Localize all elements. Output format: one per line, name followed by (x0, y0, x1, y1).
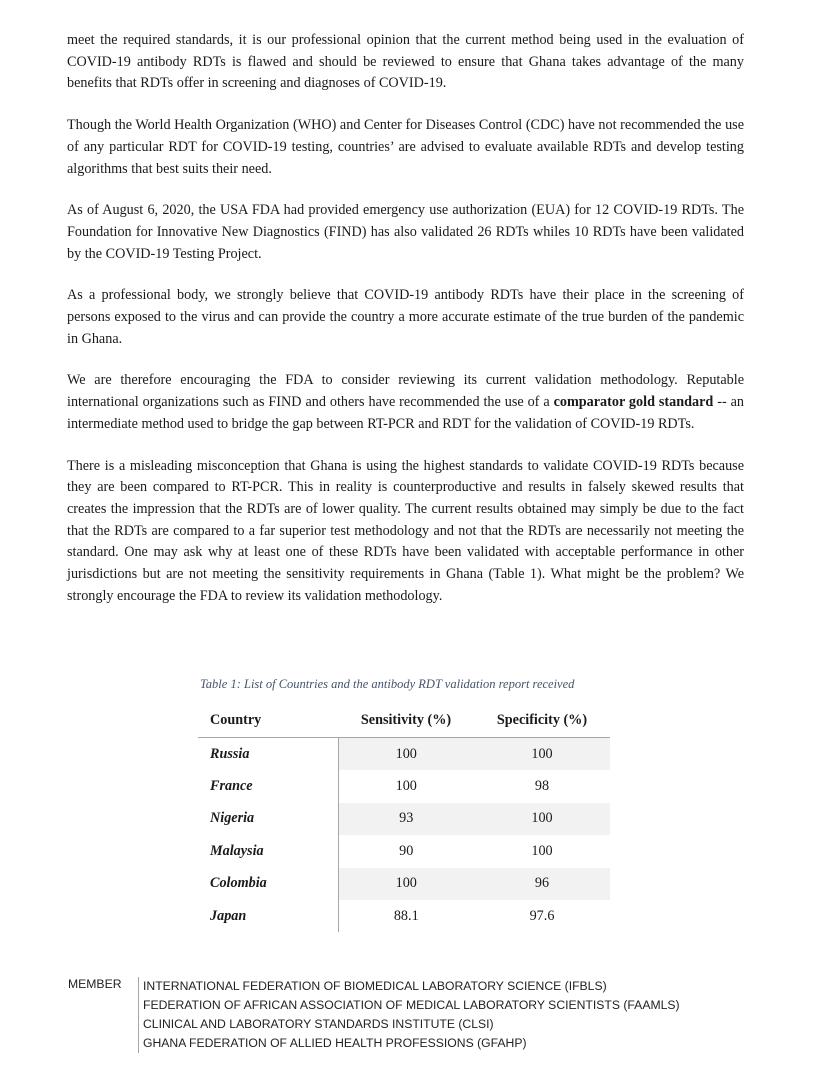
table-row (198, 868, 610, 900)
specificity-cell: 100 (474, 803, 610, 835)
sensitivity-cell: 100 (395, 778, 417, 795)
table-header-row (198, 703, 610, 738)
header-sensitivity: Sensitivity (%) (338, 703, 474, 738)
paragraph-professional-body: As a professional body, we strongly believe that COVID-19 antibody RDTs have their place in the screening of persons exposed to the virus and can provide the country a more accurate estimate of the true burden of the pandemic in Ghana. (67, 287, 744, 347)
table-row (198, 900, 610, 932)
country-cell: Colombia (198, 868, 338, 900)
member-organization: FEDERATION OF AFRICAN ASSOCIATION OF MEDICAL LABORATORY SCIENTISTS (FAAMLS) (143, 998, 680, 1012)
member-organization: GHANA FEDERATION OF ALLIED HEALTH PROFESSIONS (GFAHP) (143, 1036, 527, 1050)
comparator-gold-standard-term: comparator gold standard (553, 394, 714, 411)
sensitivity-cell: 90 (399, 842, 414, 859)
member-organizations-list (138, 977, 680, 1053)
member-organization: CLINICAL AND LABORATORY STANDARDS INSTITUTE (CLSI) (143, 1017, 494, 1031)
table-row (198, 835, 610, 867)
country-cell: Malaysia (198, 835, 338, 867)
paragraph-comparator-standard (67, 370, 744, 435)
table-row (198, 770, 610, 802)
member-label: MEMBER (68, 977, 122, 991)
paragraph-who-cdc: Though the World Health Organization (WHO) and Center for Diseases Control (CDC) have not recommended the use of any particular RDT for COVID-19 testing, countries’ are advised to evaluate available RDTs and develop testing algorithms that best suits their need. (67, 117, 744, 177)
letter-body (67, 30, 744, 627)
paragraph-fda-eua: As of August 6, 2020, the USA FDA had provided emergency use authorization (EUA) for 12 COVID-19 RDTs. The Foundation for Innovative New Diagnostics (FIND) has also validated 26 RDTs whiles 10 RDTs have been validated by the COVID-19 Testing Project. (67, 202, 744, 262)
sensitivity-cell: 100 (338, 738, 474, 771)
header-specificity: Specificity (%) (474, 703, 610, 738)
sensitivity-cell: 93 (338, 803, 474, 835)
paragraph-text: -- an intermediate method used to bridge the gap between RT-PCR and RDT for the validation of COVID-19 RDTs. (67, 394, 744, 432)
country-cell: Japan (198, 900, 338, 932)
specificity-cell: 100 (474, 738, 610, 771)
country-cell: Nigeria (198, 803, 338, 835)
paragraph-text: We are therefore encouraging the FDA to consider reviewing its current validation methodology. Reputable international organizations such as FIND and others have recommended the use of a (67, 372, 744, 411)
specificity-cell: 97.6 (529, 907, 555, 924)
country-cell: France (198, 770, 338, 802)
table-row (198, 738, 610, 771)
country-cell: Russia (198, 738, 338, 771)
sensitivity-cell: 88.1 (393, 907, 419, 924)
member-organization: INTERNATIONAL FEDERATION OF BIOMEDICAL LABORATORY SCIENCE (IFBLS) (143, 979, 607, 993)
rdt-validation-table (198, 703, 610, 932)
specificity-cell: 98 (534, 778, 550, 795)
table-caption: Table 1: List of Countries and the antibody RDT validation report received (200, 677, 575, 691)
sensitivity-cell: 100 (338, 868, 474, 900)
table-row (198, 803, 610, 835)
header-country: Country (198, 703, 338, 738)
specificity-cell: 96 (474, 868, 610, 900)
paragraph-standards-opinion: meet the required standards, it is our professional opinion that the current method being used in the evaluation of COVID-19 antibody RDTs is flawed and should be reviewed to ensure that Ghana takes advantage of the many benefits that RDTs offer in screening and diagnoses of COVID-19. (67, 32, 744, 92)
paragraph-misconception: There is a misleading misconception that Ghana is using the highest standards to validate COVID-19 RDTs because they are been compared to RT-PCR. This in reality is counterproductive and results in falsely skewed results that creates the impression that the RDTs are of lower quality. The current results obtained may simply be due to the fact that the RDTs are compared to a far superior test methodology and not that the RDTs are necessarily not meeting the standard. One may ask why at least one of these RDTs have been validated with acceptable performance in other jurisdictions but are not meeting the sensitivity requirements in Ghana (Table 1). What might be the problem? We strongly encourage the FDA to review its validation methodology. (67, 457, 744, 604)
specificity-cell: 100 (531, 842, 553, 859)
